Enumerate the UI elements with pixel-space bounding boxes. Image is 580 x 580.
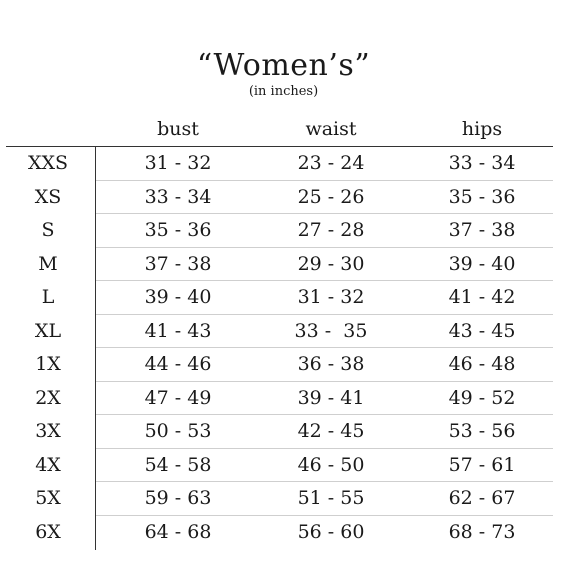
waist-value: 39 - 41 xyxy=(297,386,365,409)
waist-value: 27 - 28 xyxy=(297,219,365,241)
bust-value: 64 - 68 xyxy=(144,520,212,543)
table-row xyxy=(38,248,553,282)
bust-value: 31 - 32 xyxy=(144,152,212,174)
waist-value: 31 - 32 xyxy=(297,286,365,308)
waist-value: 23 - 24 xyxy=(297,152,365,174)
table-row xyxy=(35,348,553,382)
waist-value: 46 - 50 xyxy=(297,453,365,476)
table-row xyxy=(41,214,553,248)
waist-value: 56 - 60 xyxy=(297,520,365,543)
hips-value: 41 - 42 xyxy=(448,286,516,308)
table-header xyxy=(0,112,580,146)
size-label: 1X xyxy=(35,353,61,375)
hips-value: 39 - 40 xyxy=(448,252,516,275)
waist-value: 33 - 35 xyxy=(294,319,368,342)
hips-value: 37 - 38 xyxy=(448,219,516,241)
bust-value: 59 - 63 xyxy=(144,487,212,509)
waist-value: 42 - 45 xyxy=(297,420,365,442)
size-label: M xyxy=(38,252,58,275)
bust-value: 37 - 38 xyxy=(144,252,212,275)
waist-value: 29 - 30 xyxy=(297,252,365,275)
table-row xyxy=(27,147,553,181)
bust-value: 39 - 40 xyxy=(144,286,212,308)
table-row xyxy=(35,382,553,416)
hips-value: 49 - 52 xyxy=(448,386,516,409)
hips-value: 33 - 34 xyxy=(448,152,516,174)
table-row xyxy=(35,482,553,516)
hips-value: 35 - 36 xyxy=(448,185,516,208)
size-label: 2X xyxy=(35,386,61,409)
page-subtitle: (in inches) xyxy=(248,84,319,99)
size-label: 6X xyxy=(35,520,61,543)
hips-value: 46 - 48 xyxy=(448,353,516,375)
bust-value: 50 - 53 xyxy=(144,420,212,442)
size-label: L xyxy=(41,286,55,308)
waist-value: 51 - 55 xyxy=(297,487,365,509)
hips-value: 53 - 56 xyxy=(448,420,516,442)
table-row xyxy=(41,281,553,315)
bust-value: 33 - 34 xyxy=(144,185,212,208)
page-title: “Women’s” xyxy=(196,48,371,83)
bust-value: 47 - 49 xyxy=(144,386,212,409)
size-label: 4X xyxy=(35,453,61,476)
bust-value: 35 - 36 xyxy=(144,219,212,241)
hips-value: 57 - 61 xyxy=(448,453,516,476)
waist-value: 25 - 26 xyxy=(297,185,365,208)
size-label: S xyxy=(41,219,55,241)
table-row xyxy=(35,516,553,550)
size-label: XXS xyxy=(27,152,69,174)
waist-value: 36 - 38 xyxy=(297,353,365,375)
column-header-waist: waist xyxy=(305,118,357,140)
hips-value: 68 - 73 xyxy=(448,520,516,543)
size-label: 5X xyxy=(35,487,61,509)
hips-value: 62 - 67 xyxy=(448,487,516,509)
table-row xyxy=(35,415,553,449)
table-row xyxy=(35,449,553,483)
size-label: 3X xyxy=(35,420,61,442)
table-row xyxy=(34,181,553,215)
bust-value: 54 - 58 xyxy=(144,453,212,476)
bust-value: 41 - 43 xyxy=(144,319,212,342)
size-label: XS xyxy=(34,185,62,208)
bust-value: 44 - 46 xyxy=(144,353,212,375)
column-header-hips: hips xyxy=(461,118,503,140)
column-header-bust: bust xyxy=(157,118,199,140)
table-row xyxy=(34,315,553,349)
hips-value: 43 - 45 xyxy=(448,319,516,342)
size-label: XL xyxy=(34,319,62,342)
size-chart-table xyxy=(0,147,580,549)
